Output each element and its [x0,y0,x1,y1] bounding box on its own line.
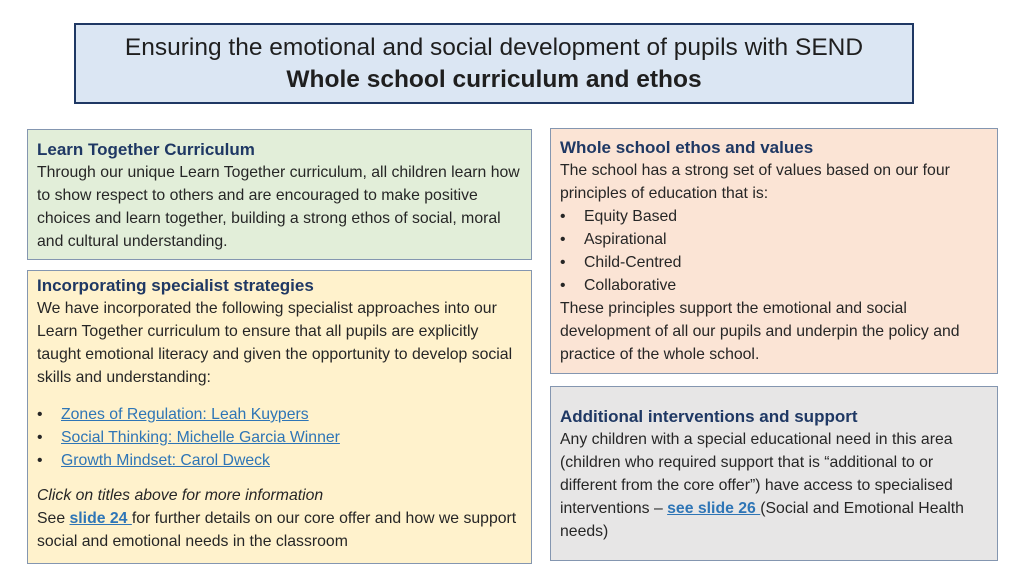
growth-mindset-link[interactable]: Growth Mindset: Carol Dweck [61,452,270,469]
click-note: Click on titles above for more information [37,487,324,504]
title-line-2: Whole school curriculum and ethos [286,66,702,93]
zones-of-regulation-link[interactable]: Zones of Regulation: Leah Kuypers [61,406,309,423]
specialist-strategies-box [27,270,532,564]
specialist-links-list [37,403,522,472]
list-item [37,403,522,426]
spacer [37,389,522,403]
title-banner [74,23,914,104]
learn-together-heading: Learn Together Curriculum [37,140,255,159]
spacer [37,472,522,484]
see-prefix: See [37,510,70,527]
interventions-body [560,428,988,543]
ethos-values-box [550,128,998,374]
list-item [37,449,522,472]
list-item: • Aspirational [560,228,988,251]
specialist-body: We have incorporated the following specialist approaches into our Learn Together curriculum to ensure that all pupils are explicitly taught emotional literacy and given the opportunity to develop social skills and understanding: [37,300,513,386]
interventions-body-suffix: (Social and Emotional Health needs) [560,500,964,540]
social-thinking-link[interactable]: Social Thinking: Michelle Garcia Winner [61,429,340,446]
learn-together-box [27,129,532,260]
list-item: • Child-Centred [560,251,988,274]
ethos-outro: These principles support the emotional and social development of all our pupils and underpin the policy and practice of the whole school. [560,300,960,363]
list-item [37,426,522,449]
title-line-1: Ensuring the emotional and social development of pupils with SEND [124,34,864,61]
interventions-heading: Additional interventions and support [560,407,858,426]
specialist-heading: Incorporating specialist strategies [37,276,314,295]
list-item: • Equity Based [560,205,988,228]
list-item: • Collaborative [560,274,988,297]
ethos-intro: The school has a strong set of values based on our four principles of education that is: [560,162,950,202]
see-suffix: for further details on our core offer and how we support social and emotional needs in the classroom [37,510,517,550]
slide-26-link[interactable]: see slide 26 [667,500,761,517]
slide-24-link[interactable]: slide 24 [69,510,132,527]
see-slide-text [37,507,522,553]
interventions-body-prefix: Any children with a special educational need in this area (children who required support that is “additional to or different from the core offer”) have access to specialised interventions – [560,431,953,517]
ethos-heading: Whole school ethos and values [560,138,814,157]
learn-together-body: Through our unique Learn Together curriculum, all children learn how to show respect to others and are encouraged to make positive choices and learn together, building a strong ethos of social, moral and cultural understanding. [37,164,520,250]
interventions-box [550,386,998,561]
principles-list [560,205,988,297]
